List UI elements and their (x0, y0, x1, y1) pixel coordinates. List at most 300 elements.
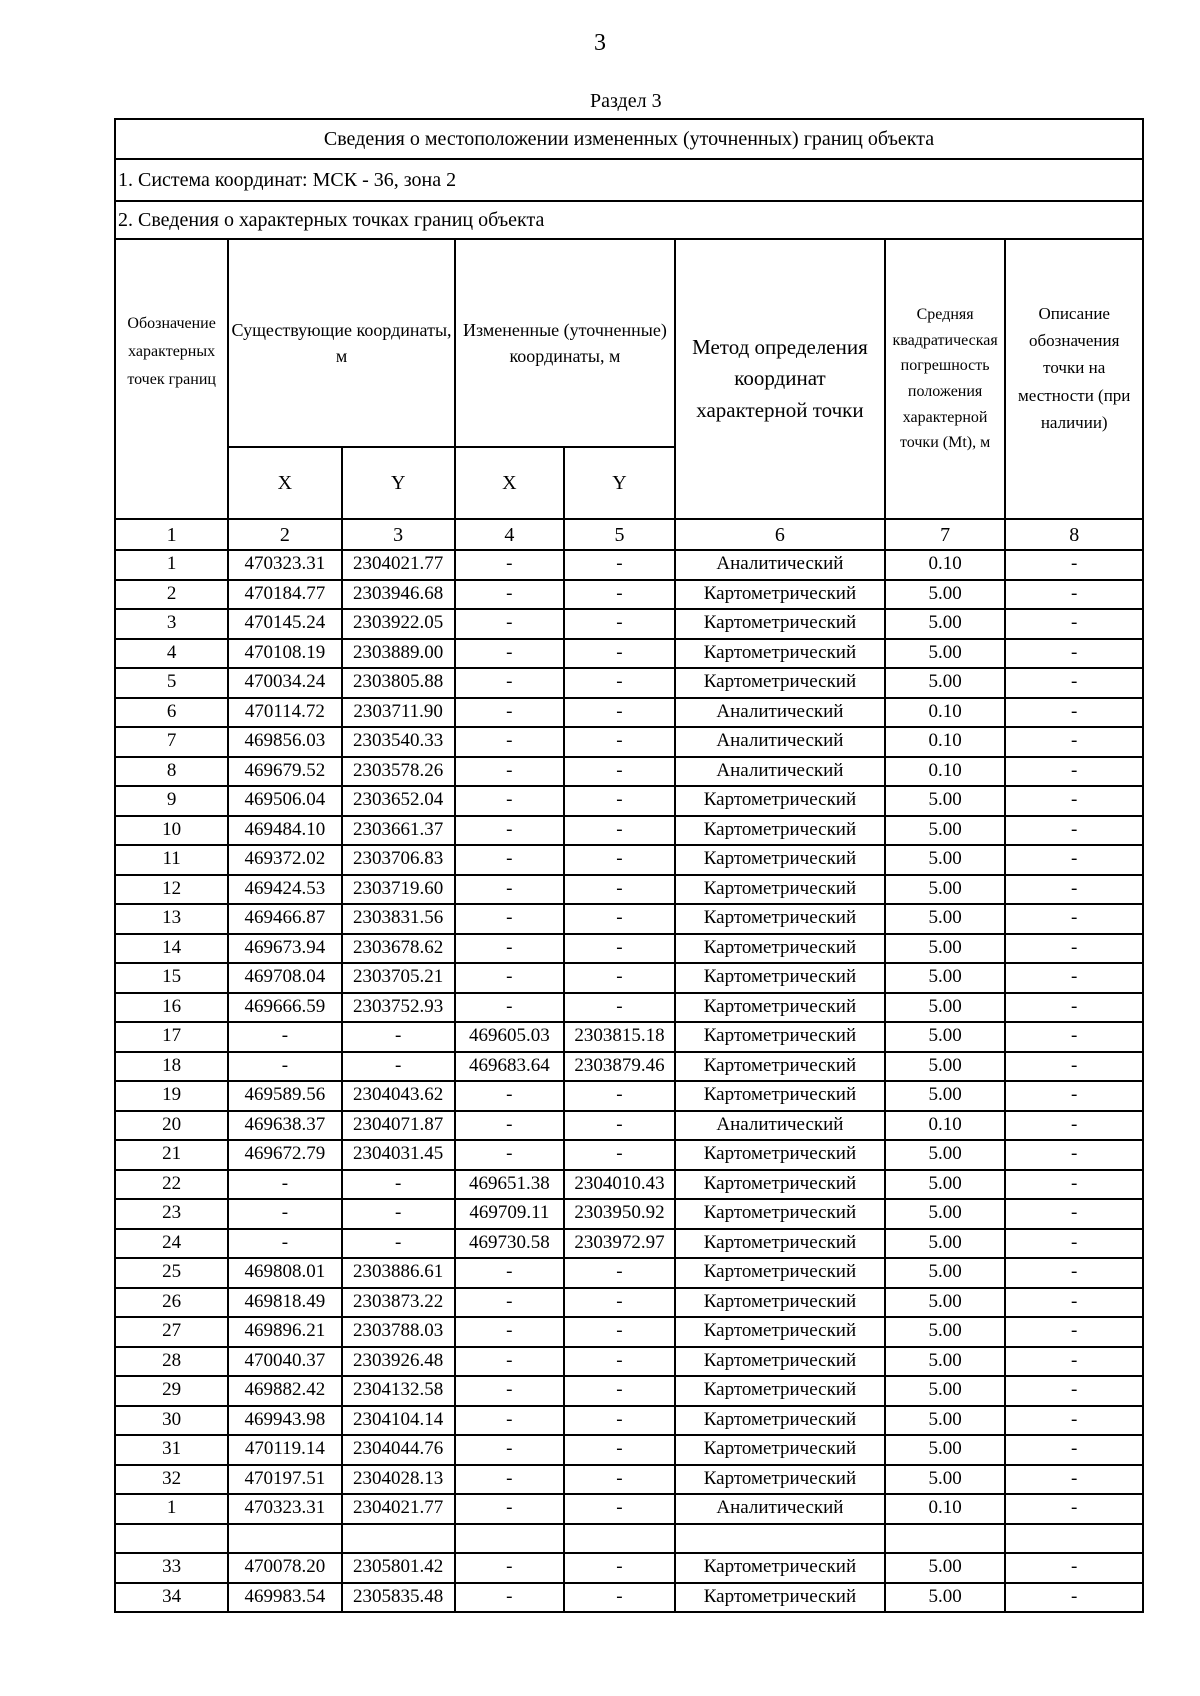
cell-changed-y: - (564, 875, 675, 905)
cell-changed-x: - (455, 1317, 564, 1347)
cell-point-id: 1 (115, 1494, 228, 1524)
cell-existing-y: 2303886.61 (342, 1258, 455, 1288)
cell-existing-y: 2303946.68 (342, 580, 455, 610)
cell-mean-error: 5.00 (885, 816, 1006, 846)
cell-existing-y: 2304021.77 (342, 550, 455, 580)
cell-mean-error: 5.00 (885, 1347, 1006, 1377)
cell-existing-y: - (342, 1022, 455, 1052)
header-description: Описание обозначения точки на местности (при наличии) (1005, 239, 1143, 519)
table-row (115, 1229, 1143, 1259)
cell-point-id: 8 (115, 757, 228, 787)
cell-changed-x: 469683.64 (455, 1052, 564, 1082)
cell-existing-y: 2303922.05 (342, 609, 455, 639)
table-row (115, 875, 1143, 905)
cell-mean-error: 5.00 (885, 1199, 1006, 1229)
cell-existing-y: 2303788.03 (342, 1317, 455, 1347)
cell-changed-x: - (455, 1583, 564, 1613)
cell-point-id: 33 (115, 1553, 228, 1583)
cell-point-id: 21 (115, 1140, 228, 1170)
cell-mean-error: 5.00 (885, 1553, 1006, 1583)
cell-existing-y: - (342, 1229, 455, 1259)
cell-changed-x: - (455, 1494, 564, 1524)
cell-changed-y: - (564, 1081, 675, 1111)
cell-changed-x: - (455, 845, 564, 875)
cell-description: - (1005, 1170, 1143, 1200)
cell-method: Картометрический (675, 1317, 885, 1347)
cell-method: Аналитический (675, 1111, 885, 1141)
cell-point-id (115, 1524, 228, 1554)
cell-changed-y: 2304010.43 (564, 1170, 675, 1200)
cell-mean-error: 5.00 (885, 1258, 1006, 1288)
cell-description: - (1005, 875, 1143, 905)
header-changed-x: X (455, 447, 564, 519)
cell-existing-x: 469708.04 (228, 963, 341, 993)
cell-method: Картометрический (675, 1199, 885, 1229)
cell-method: Картометрический (675, 993, 885, 1023)
cell-existing-y: 2303540.33 (342, 727, 455, 757)
cell-description: - (1005, 1465, 1143, 1495)
cell-description: - (1005, 639, 1143, 669)
cell-existing-x: 469666.59 (228, 993, 341, 1023)
table-row (115, 1524, 1143, 1554)
cell-description: - (1005, 1258, 1143, 1288)
cell-point-id: 17 (115, 1022, 228, 1052)
cell-mean-error: 5.00 (885, 1140, 1006, 1170)
cell-mean-error: 5.00 (885, 904, 1006, 934)
cell-existing-x: 469372.02 (228, 845, 341, 875)
cell-point-id: 30 (115, 1406, 228, 1436)
cell-existing-y: 2303706.83 (342, 845, 455, 875)
header-existing-y: Y (342, 447, 455, 519)
cell-point-id: 4 (115, 639, 228, 669)
cell-point-id: 1 (115, 550, 228, 580)
header-changed-y: Y (564, 447, 675, 519)
cell-existing-y: 2305835.48 (342, 1583, 455, 1613)
column-number: 7 (885, 519, 1006, 550)
cell-existing-x: - (228, 1170, 341, 1200)
cell-mean-error: 5.00 (885, 1170, 1006, 1200)
cell-method: Картометрический (675, 1465, 885, 1495)
table-row (115, 698, 1143, 728)
cell-existing-y: 2303805.88 (342, 668, 455, 698)
column-numbers-row (115, 519, 1143, 550)
cell-existing-x: - (228, 1052, 341, 1082)
cell-point-id: 29 (115, 1376, 228, 1406)
cell-point-id: 2 (115, 580, 228, 610)
cell-point-id: 24 (115, 1229, 228, 1259)
cell-existing-x: 469424.53 (228, 875, 341, 905)
cell-point-id: 12 (115, 875, 228, 905)
cell-description: - (1005, 1376, 1143, 1406)
cell-changed-x: - (455, 1347, 564, 1377)
cell-changed-x: - (455, 727, 564, 757)
cell-existing-x: 470323.31 (228, 550, 341, 580)
cell-method: Аналитический (675, 698, 885, 728)
cell-method: Аналитический (675, 550, 885, 580)
cell-changed-x: - (455, 1111, 564, 1141)
cell-mean-error: 5.00 (885, 1081, 1006, 1111)
header-mean-error: Средняя квадратическая погрешность положения характерной точки (Mt), м (885, 239, 1006, 519)
cell-description: - (1005, 550, 1143, 580)
cell-changed-y: - (564, 963, 675, 993)
cell-changed-y: 2303972.97 (564, 1229, 675, 1259)
cell-description: - (1005, 580, 1143, 610)
cell-description: - (1005, 1494, 1143, 1524)
cell-description: - (1005, 668, 1143, 698)
cell-changed-y: - (564, 1347, 675, 1377)
cell-method: Картометрический (675, 580, 885, 610)
cell-existing-x: 469673.94 (228, 934, 341, 964)
cell-changed-y: - (564, 1435, 675, 1465)
cell-method: Картометрический (675, 1052, 885, 1082)
cell-changed-x: - (455, 786, 564, 816)
cell-changed-x: - (455, 993, 564, 1023)
cell-existing-y: - (342, 1052, 455, 1082)
cell-point-id: 5 (115, 668, 228, 698)
cell-point-id: 13 (115, 904, 228, 934)
cell-existing-x: 470184.77 (228, 580, 341, 610)
cell-mean-error: 5.00 (885, 934, 1006, 964)
column-number: 6 (675, 519, 885, 550)
cell-description: - (1005, 1288, 1143, 1318)
cell-changed-y: - (564, 639, 675, 669)
cell-changed-x: - (455, 934, 564, 964)
cell-method: Картометрический (675, 816, 885, 846)
table-row (115, 1347, 1143, 1377)
table-row (115, 639, 1143, 669)
cell-method: Картометрический (675, 1376, 885, 1406)
cell-description: - (1005, 845, 1143, 875)
cell-existing-y: 2303652.04 (342, 786, 455, 816)
table-row (115, 1140, 1143, 1170)
cell-changed-y: - (564, 1111, 675, 1141)
cell-point-id: 18 (115, 1052, 228, 1082)
cell-method: Картометрический (675, 1435, 885, 1465)
cell-point-id: 9 (115, 786, 228, 816)
cell-existing-x: 470078.20 (228, 1553, 341, 1583)
cell-description: - (1005, 1199, 1143, 1229)
table-row (115, 1022, 1143, 1052)
cell-description (1005, 1524, 1143, 1554)
cell-existing-y: - (342, 1170, 455, 1200)
cell-method (675, 1524, 885, 1554)
cell-changed-y: - (564, 1406, 675, 1436)
page-number: 3 (594, 30, 606, 56)
cell-method: Картометрический (675, 609, 885, 639)
cell-existing-y: 2303752.93 (342, 993, 455, 1023)
cell-changed-y (564, 1524, 675, 1554)
table-row (115, 1288, 1143, 1318)
column-number: 4 (455, 519, 564, 550)
cell-changed-y: - (564, 1317, 675, 1347)
cell-point-id: 34 (115, 1583, 228, 1613)
cell-changed-x: - (455, 1081, 564, 1111)
cell-changed-x: - (455, 580, 564, 610)
cell-method: Картометрический (675, 1553, 885, 1583)
cell-description: - (1005, 1435, 1143, 1465)
cell-existing-x: 469484.10 (228, 816, 341, 846)
cell-existing-x: 470040.37 (228, 1347, 341, 1377)
cell-method: Картометрический (675, 786, 885, 816)
cell-existing-x: 469672.79 (228, 1140, 341, 1170)
cell-method: Картометрический (675, 904, 885, 934)
cell-existing-y: 2303705.21 (342, 963, 455, 993)
cell-changed-x: 469605.03 (455, 1022, 564, 1052)
table-row (115, 934, 1143, 964)
cell-method: Картометрический (675, 875, 885, 905)
cell-method: Картометрический (675, 1406, 885, 1436)
cell-point-id: 7 (115, 727, 228, 757)
cell-changed-y: - (564, 1494, 675, 1524)
cell-changed-y: - (564, 786, 675, 816)
cell-description: - (1005, 904, 1143, 934)
cell-mean-error: 0.10 (885, 698, 1006, 728)
cell-changed-x: - (455, 1140, 564, 1170)
cell-point-id: 25 (115, 1258, 228, 1288)
header-existing-coords: Существующие координаты, м (228, 239, 455, 447)
cell-mean-error: 5.00 (885, 639, 1006, 669)
cell-changed-y: - (564, 757, 675, 787)
cell-mean-error: 0.10 (885, 757, 1006, 787)
cell-changed-x: - (455, 904, 564, 934)
table-row (115, 550, 1143, 580)
table-row (115, 1258, 1143, 1288)
column-number: 2 (228, 519, 341, 550)
table-row (115, 1170, 1143, 1200)
cell-changed-y: - (564, 1258, 675, 1288)
cell-changed-y: - (564, 1140, 675, 1170)
points-heading: 2. Сведения о характерных точках границ объекта (115, 201, 1143, 239)
cell-method: Картометрический (675, 963, 885, 993)
cell-method: Картометрический (675, 1258, 885, 1288)
cell-mean-error: 5.00 (885, 1406, 1006, 1436)
column-number: 5 (564, 519, 675, 550)
table-row (115, 1406, 1143, 1436)
cell-description: - (1005, 786, 1143, 816)
cell-existing-x: 470323.31 (228, 1494, 341, 1524)
cell-changed-x: - (455, 1406, 564, 1436)
cell-existing-x: 469856.03 (228, 727, 341, 757)
cell-description: - (1005, 1081, 1143, 1111)
cell-changed-x: - (455, 875, 564, 905)
cell-mean-error: 5.00 (885, 993, 1006, 1023)
cell-existing-x: 470145.24 (228, 609, 341, 639)
cell-changed-x: 469709.11 (455, 1199, 564, 1229)
coordinate-system: 1. Система координат: МСК - 36, зона 2 (115, 159, 1143, 201)
cell-mean-error: 5.00 (885, 1229, 1006, 1259)
cell-method: Аналитический (675, 1494, 885, 1524)
cell-mean-error: 5.00 (885, 1022, 1006, 1052)
cell-changed-y: - (564, 727, 675, 757)
cell-description: - (1005, 609, 1143, 639)
cell-existing-x: - (228, 1229, 341, 1259)
cell-method: Аналитический (675, 757, 885, 787)
cell-description: - (1005, 727, 1143, 757)
cell-existing-y: 2304132.58 (342, 1376, 455, 1406)
column-number: 8 (1005, 519, 1143, 550)
cell-existing-x: 469818.49 (228, 1288, 341, 1318)
cell-changed-x: - (455, 1376, 564, 1406)
cell-changed-x: - (455, 1465, 564, 1495)
cell-method: Картометрический (675, 1583, 885, 1613)
cell-existing-y: 2304104.14 (342, 1406, 455, 1436)
cell-changed-x: - (455, 639, 564, 669)
table-row (115, 904, 1143, 934)
table-title: Сведения о местоположении измененных (уточненных) границ объекта (115, 119, 1143, 159)
cell-changed-x: 469651.38 (455, 1170, 564, 1200)
cell-description: - (1005, 757, 1143, 787)
table-row (115, 1317, 1143, 1347)
cell-method: Аналитический (675, 727, 885, 757)
cell-existing-x: 469679.52 (228, 757, 341, 787)
cell-existing-x: - (228, 1199, 341, 1229)
cell-changed-x: - (455, 1258, 564, 1288)
cell-changed-x: - (455, 1553, 564, 1583)
cell-existing-x: 470197.51 (228, 1465, 341, 1495)
cell-changed-x (455, 1524, 564, 1554)
cell-point-id: 31 (115, 1435, 228, 1465)
cell-point-id: 14 (115, 934, 228, 964)
cell-changed-y: - (564, 580, 675, 610)
table-row (115, 1553, 1143, 1583)
cell-changed-y: 2303950.92 (564, 1199, 675, 1229)
table-row (115, 1199, 1143, 1229)
header-changed-coords: Измененные (уточненные) координаты, м (455, 239, 675, 447)
cell-changed-y: - (564, 609, 675, 639)
table-row (115, 1052, 1143, 1082)
cell-description: - (1005, 993, 1143, 1023)
cell-point-id: 3 (115, 609, 228, 639)
cell-existing-y: 2303831.56 (342, 904, 455, 934)
cell-changed-y: 2303815.18 (564, 1022, 675, 1052)
cell-mean-error: 0.10 (885, 1111, 1006, 1141)
cell-description: - (1005, 1229, 1143, 1259)
cell-existing-y: 2303873.22 (342, 1288, 455, 1318)
cell-existing-x: 470114.72 (228, 698, 341, 728)
cell-existing-x: 469466.87 (228, 904, 341, 934)
cell-point-id: 26 (115, 1288, 228, 1318)
table-row (115, 580, 1143, 610)
table-row (115, 1494, 1143, 1524)
column-number: 3 (342, 519, 455, 550)
header-method: Метод определения координат характерной точки (675, 239, 885, 519)
cell-mean-error: 0.10 (885, 550, 1006, 580)
cell-mean-error: 5.00 (885, 580, 1006, 610)
cell-method: Картометрический (675, 668, 885, 698)
section-label: Раздел 3 (590, 90, 662, 112)
cell-existing-x: 469896.21 (228, 1317, 341, 1347)
table-row (115, 1435, 1143, 1465)
table-row (115, 757, 1143, 787)
cell-mean-error: 5.00 (885, 963, 1006, 993)
cell-changed-x: 469730.58 (455, 1229, 564, 1259)
cell-method: Картометрический (675, 1288, 885, 1318)
cell-description: - (1005, 1022, 1143, 1052)
cell-existing-x: 470034.24 (228, 668, 341, 698)
cell-mean-error: 5.00 (885, 1376, 1006, 1406)
cell-changed-y: - (564, 1288, 675, 1318)
cell-existing-y: 2304043.62 (342, 1081, 455, 1111)
cell-changed-y: - (564, 816, 675, 846)
cell-mean-error: 5.00 (885, 609, 1006, 639)
header-existing-x: X (228, 447, 341, 519)
cell-mean-error: 0.10 (885, 727, 1006, 757)
cell-mean-error: 5.00 (885, 1052, 1006, 1082)
cell-description: - (1005, 1583, 1143, 1613)
cell-existing-y: - (342, 1199, 455, 1229)
cell-existing-y: 2303926.48 (342, 1347, 455, 1377)
cell-method: Картометрический (675, 845, 885, 875)
cell-existing-y: 2304021.77 (342, 1494, 455, 1524)
cell-changed-y: - (564, 1465, 675, 1495)
cell-existing-y: 2304031.45 (342, 1140, 455, 1170)
cell-existing-y: 2304028.13 (342, 1465, 455, 1495)
cell-changed-x: - (455, 609, 564, 639)
cell-changed-y: - (564, 698, 675, 728)
cell-changed-y: - (564, 1376, 675, 1406)
table-row (115, 786, 1143, 816)
cell-changed-x: - (455, 816, 564, 846)
cell-mean-error: 5.00 (885, 1288, 1006, 1318)
table-row (115, 1465, 1143, 1495)
table-row (115, 845, 1143, 875)
cell-mean-error: 5.00 (885, 786, 1006, 816)
cell-existing-y: 2304044.76 (342, 1435, 455, 1465)
cell-changed-y: - (564, 668, 675, 698)
cell-existing-x: 470119.14 (228, 1435, 341, 1465)
cell-changed-x: - (455, 1288, 564, 1318)
table-row (115, 816, 1143, 846)
cell-description: - (1005, 1553, 1143, 1583)
cell-description: - (1005, 698, 1143, 728)
cell-existing-x: 469882.42 (228, 1376, 341, 1406)
cell-changed-y: - (564, 1583, 675, 1613)
cell-existing-x: 469638.37 (228, 1111, 341, 1141)
cell-changed-x: - (455, 550, 564, 580)
cell-existing-y: 2305801.42 (342, 1553, 455, 1583)
cell-method: Картометрический (675, 1022, 885, 1052)
table-row (115, 993, 1143, 1023)
cell-existing-y: 2303889.00 (342, 639, 455, 669)
cell-existing-x (228, 1524, 341, 1554)
cell-point-id: 22 (115, 1170, 228, 1200)
cell-existing-x: 469808.01 (228, 1258, 341, 1288)
cell-mean-error: 5.00 (885, 668, 1006, 698)
cell-existing-y (342, 1524, 455, 1554)
table-row (115, 1376, 1143, 1406)
cell-point-id: 19 (115, 1081, 228, 1111)
cell-description: - (1005, 1317, 1143, 1347)
cell-method: Картометрический (675, 639, 885, 669)
cell-existing-y: 2303678.62 (342, 934, 455, 964)
cell-changed-y: - (564, 934, 675, 964)
cell-point-id: 32 (115, 1465, 228, 1495)
cell-point-id: 23 (115, 1199, 228, 1229)
cell-changed-x: - (455, 698, 564, 728)
cell-method: Картометрический (675, 1140, 885, 1170)
cell-description: - (1005, 1052, 1143, 1082)
cell-existing-x: 469589.56 (228, 1081, 341, 1111)
column-number: 1 (115, 519, 228, 550)
cell-description: - (1005, 816, 1143, 846)
table-row (115, 668, 1143, 698)
cell-description: - (1005, 963, 1143, 993)
boundary-points-table (114, 118, 1144, 1613)
table-row (115, 727, 1143, 757)
table-row (115, 963, 1143, 993)
cell-mean-error: 5.00 (885, 1317, 1006, 1347)
cell-description: - (1005, 1347, 1143, 1377)
